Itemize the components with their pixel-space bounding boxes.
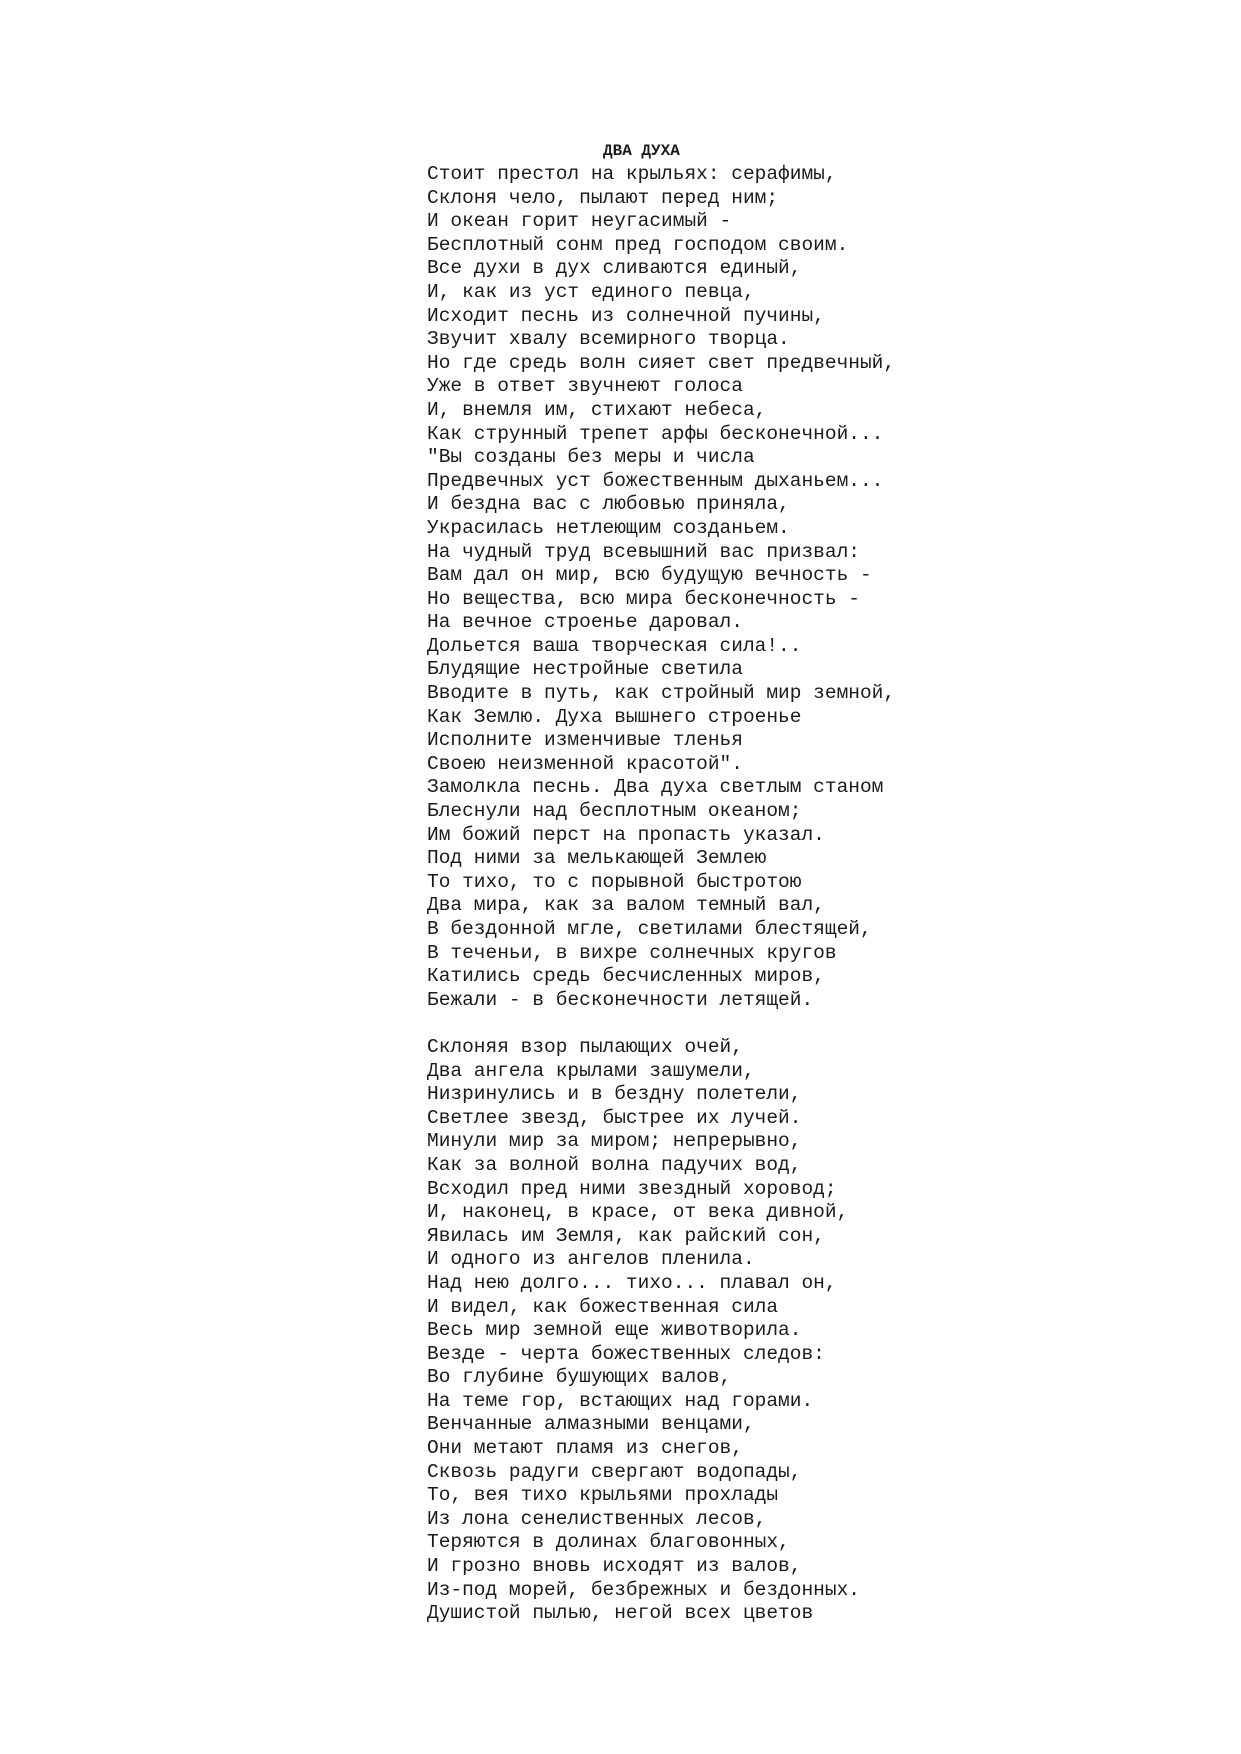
poem-line: Бесплотный сонм пред господом своим.	[427, 233, 849, 256]
poem-line: Все духи в дух сливаются единый,	[427, 257, 802, 280]
poem-line: Теряются в долинах благовонных,	[427, 1531, 790, 1554]
poem-line: Как за волной волна падучих вод,	[427, 1153, 802, 1176]
poem-line: Из лона сенелиственных лесов,	[427, 1507, 767, 1530]
poem-line: То тихо, то с порывной быстротою	[427, 870, 802, 893]
poem-line: Исполните изменчивые тленья	[427, 729, 743, 752]
poem-line: Украсилась нетлеющим созданьем.	[427, 516, 790, 539]
poem-line: И видел, как божественная сила	[427, 1295, 779, 1318]
poem-line: Два мира, как за валом темный вал,	[427, 894, 825, 917]
poem-line: Блудящие нестройные светила	[427, 658, 743, 681]
poem-line: И, наконец, в красе, от века дивной,	[427, 1201, 849, 1224]
poem-line: Весь мир земной еще животворила.	[427, 1319, 802, 1342]
poem-line: Но вещества, всю мира бесконечность -	[427, 587, 860, 610]
poem-line: В теченьи, в вихре солнечных кругов	[427, 941, 837, 964]
poem-line: Явилась им Земля, как райский сон,	[427, 1224, 825, 1247]
poem-line: Им божий перст на пропасть указал.	[427, 823, 825, 846]
poem-line: И океан горит неугасимый -	[427, 210, 732, 233]
poem-line: Предвечных уст божественным дыханьем...	[427, 469, 884, 492]
poem-line: И бездна вас с любовью приняла,	[427, 493, 790, 516]
poem-title: ДВА ДУХА	[603, 142, 680, 160]
poem-line: Как струнный трепет арфы бесконечной...	[427, 422, 884, 445]
poem-line: Катились средь бесчисленных миров,	[427, 965, 825, 988]
poem-line: "Вы созданы без меры и числа	[427, 446, 755, 469]
poem-line: Низринулись и в бездну полетели,	[427, 1083, 802, 1106]
poem-line: Но где средь волн сияет свет предвечный,	[427, 351, 896, 374]
stanza-2	[427, 1036, 1127, 1626]
poem-line: Из-под морей, безбрежных и бездонных.	[427, 1578, 860, 1601]
poem-line: Уже в ответ звучнеют голоса	[427, 375, 743, 398]
poem-line: Склоня чело, пылают перед ним;	[427, 186, 779, 209]
poem-line: И, внемля им, стихают небеса,	[427, 398, 767, 421]
poem-line: Вводите в путь, как стройный мир земной,	[427, 682, 896, 705]
poem-line: Всходил пред ними звездный хоровод;	[427, 1177, 837, 1200]
poem-line: И одного из ангелов пленила.	[427, 1248, 755, 1271]
poem-line: Под ними за мелькающей Землею	[427, 847, 767, 870]
poem-line: Вам дал он мир, всю будущую вечность -	[427, 564, 872, 587]
poem-line: Во глубине бушующих валов,	[427, 1366, 732, 1389]
poem-line: Везде - черта божественных следов:	[427, 1342, 825, 1365]
poem-line: Дольется ваша творческая сила!..	[427, 634, 802, 657]
poem-line: На вечное строенье даровал.	[427, 611, 743, 634]
poem-line: Блеснули над бесплотным океаном;	[427, 800, 802, 823]
poem-line: Они метают пламя из снегов,	[427, 1437, 743, 1460]
poem-line: Светлее звезд, быстрее их лучей.	[427, 1106, 802, 1129]
stanza-1	[427, 163, 1127, 1012]
poem-line: И, как из уст единого певца,	[427, 280, 755, 303]
poem-line: Звучит хвалу всемирного творца.	[427, 328, 790, 351]
poem-line: Венчанные алмазными венцами,	[427, 1413, 755, 1436]
poem-line: Бежали - в бесконечности летящей.	[427, 988, 814, 1011]
poem-line: Исходит песнь из солнечной пучины,	[427, 304, 825, 327]
poem-line: На чудный труд всевышний вас призвал:	[427, 540, 860, 563]
poem-line: Склоняя взор пылающих очей,	[427, 1035, 743, 1058]
poem-line: Замолкла песнь. Два духа светлым станом	[427, 776, 884, 799]
poem-line: Над нею долго... тихо... плавал он,	[427, 1271, 837, 1294]
poem-line: Два ангела крылами зашумели,	[427, 1059, 755, 1082]
poem-line: Как Землю. Духа вышнего строенье	[427, 705, 802, 728]
poem-line: Сквозь радуги свергают водопады,	[427, 1460, 802, 1483]
poem-line: Своею неизменной красотой".	[427, 752, 743, 775]
poem-line: Стоит престол на крыльях: серафимы,	[427, 163, 837, 185]
poem-line: То, вея тихо крыльями прохлады	[427, 1484, 779, 1507]
poem-line: В бездонной мгле, светилами блестящей,	[427, 918, 872, 940]
poem-line: И грозно вновь исходят из валов,	[427, 1555, 802, 1578]
poem-line: Минули мир за миром; непрерывно,	[427, 1130, 802, 1153]
poem	[427, 140, 1127, 1626]
poem-line: На теме гор, встающих над горами.	[427, 1389, 814, 1412]
poem-line: Душистой пылью, негой всех цветов	[427, 1602, 814, 1625]
